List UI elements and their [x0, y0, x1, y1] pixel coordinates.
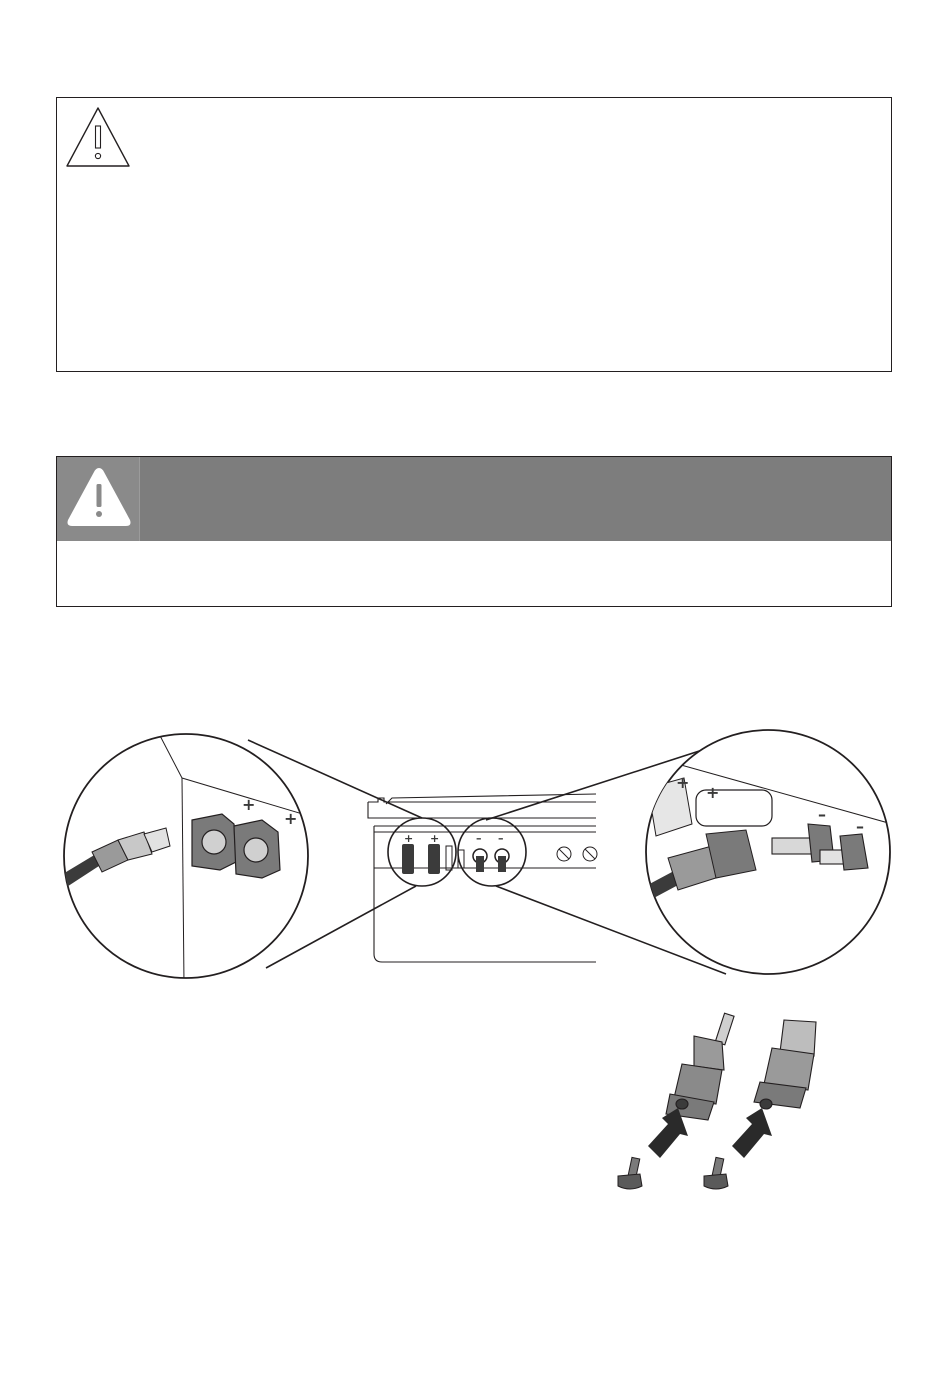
- inset-plus-label-4: +: [706, 783, 720, 802]
- minus-inset: [642, 730, 892, 974]
- contact-pin-figure: [600, 1008, 840, 1198]
- housing-minus-label-2: –: [498, 832, 504, 845]
- inset-plus-label-3: +: [676, 773, 690, 792]
- inset-plus-label-1: +: [242, 795, 256, 814]
- caution-triangle-icon: [63, 104, 133, 170]
- plus-inset: [56, 728, 316, 984]
- caution-note-box: [56, 97, 892, 372]
- housing-plus-label-1: +: [404, 832, 414, 845]
- warning-triangle-icon: [63, 462, 135, 532]
- warning-box: [56, 456, 892, 607]
- inset-minus-label-2: –: [856, 817, 864, 836]
- inset-plus-label-2: +: [284, 809, 298, 828]
- right-connector: [754, 1020, 816, 1109]
- pv-connector-figure: [56, 728, 892, 984]
- inset-minus-label-1: –: [818, 805, 826, 824]
- zoom-circle-minus: [458, 818, 526, 886]
- left-connector: [666, 1013, 734, 1120]
- warning-icon-cell: [57, 457, 140, 541]
- housing-minus-label-1: –: [476, 832, 482, 845]
- housing-plus-label-2: +: [430, 832, 440, 845]
- contact-pins: [618, 1157, 728, 1189]
- warning-header: [57, 457, 891, 541]
- housing-connectors: [402, 844, 597, 874]
